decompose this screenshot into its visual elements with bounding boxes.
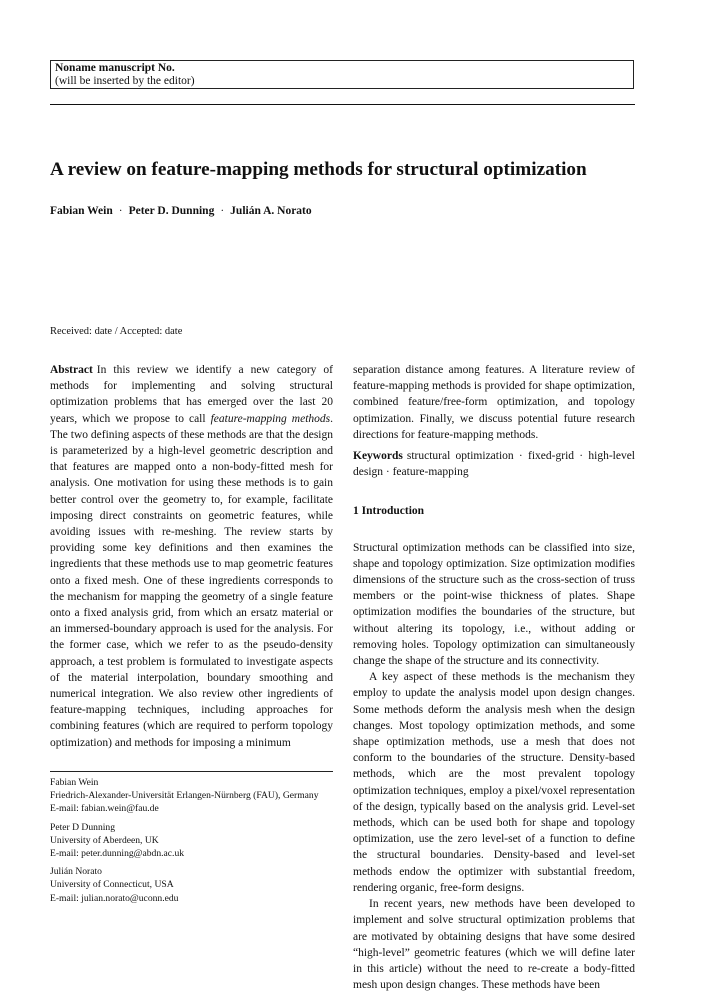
intro-paragraph: Structural optimization methods can be classified into size, shape and topology optimization. Size optimization modifies dimensions of the structure such as the cross-section of truss members or the point-wise thickness of plates. Shape optimization modifies the boundaries of the structure, but without altering its topology, i.e., without adding or removing holes. Topology optimization can simultaneously change the shape of the structure and its connectivity. [353, 541, 635, 668]
section-heading: 1 Introduction [353, 505, 425, 518]
affiliation-name: Peter D Dunning [50, 821, 116, 833]
abstract-text: In this review we identify a new category of methods for implementing and solving structural optimization problems that has emerged over the last 20 years, which we propose to call [50, 364, 333, 425]
affiliation-name: Julián Norato [50, 866, 102, 878]
affiliation-email: E-mail: julian.norato@uconn.edu [50, 892, 179, 904]
affiliation-email: E-mail: fabian.wein@fau.de [50, 803, 159, 815]
affiliation-institution: University of Aberdeen, UK [50, 834, 159, 846]
manuscript-number: Noname manuscript No. [55, 62, 175, 74]
left-column [50, 362, 333, 751]
editor-note-box [50, 60, 634, 89]
author-separator: · [118, 205, 123, 217]
abstract-continuation: separation distance among features. A literature review of feature-mapping methods is provided for shape optimization, combined feature/free-form optimization, and topology optimization. Finally, we discuss potential future research directions for feature-mapping methods. [353, 364, 635, 441]
abstract-label: Abstract [50, 364, 93, 376]
author-separator: · [220, 205, 225, 217]
affiliation-block [50, 821, 340, 861]
editor-note: (will be inserted by the editor) [55, 75, 195, 87]
abstract [50, 362, 333, 751]
author-name: Peter D. Dunning [128, 205, 215, 217]
affiliation-block [50, 776, 340, 816]
author-name: Julián A. Norato [230, 205, 312, 217]
paper-title: A review on feature-mapping methods for structural optimization [50, 159, 587, 180]
intro-paragraph: A key aspect of these methods is the mechanism they employ to update the analysis model upon design changes. Some methods deform the analysis mesh when the design changes. Most topology optimization methods, and some shape optimization methods, use a mesh that does not conform to the boundaries of the structure. Density-based methods, which are the most prevalent topology optimization techniques, employ a pixel/voxel representation of the design, typically based on the analysis grid. Level-set methods, which can be used both for shape and topology optimization, use the zero level-set of a function to define the structural boundaries. Density-based and level-set methods endow the optimizer with substantial freedom, rendering organic, free-form designs. [353, 671, 635, 894]
keywords [353, 448, 635, 480]
affiliation-institution: Friedrich-Alexander-Universität Erlangen-Nürnberg (FAU), Germany [50, 790, 319, 802]
affiliation-institution: University of Connecticut, USA [50, 879, 174, 891]
keywords-text: structural optimization · fixed-grid · high-level design · feature-mapping [353, 450, 635, 479]
received-date: Received: date / Accepted: date [50, 326, 183, 337]
affiliation-name: Fabian Wein [50, 777, 99, 788]
header-rule [50, 104, 635, 105]
affiliations [50, 776, 340, 910]
right-column [353, 362, 635, 993]
keywords-label: Keywords [353, 450, 403, 463]
intro-paragraph: In recent years, new methods have been developed to implement and solve structural optimization problems that are motivated by obtaining designs that have some desired “high-level” geometric features (which we will define later in this article) without the need to re-create a body-fitted mesh upon design changes. These methods have been [353, 898, 635, 992]
abstract-emphasis: feature-mapping methods [210, 412, 331, 425]
affiliation-email: E-mail: peter.dunning@abdn.ac.uk [50, 848, 185, 860]
footnote-rule [50, 771, 333, 772]
author-name: Fabian Wein [50, 205, 113, 217]
affiliation-block [50, 865, 340, 905]
author-list [50, 203, 312, 219]
abstract-text: . The two defining aspects of these methods are that the design is parameterized by a high-level geometric description and that features are mapped onto a non-body-fitted mesh for analysis. One motivation for using these methods is to gain better control over the geometry to, for example, facilitate imposing direct constraints on geometric features, while avoiding issues with re-meshing. The review starts by providing some key definitions and then examines the ingredients that these methods use to map geometric features onto a fixed mesh. One of these ingredients corresponds to the mechanism for mapping the geometry of a single feature onto a fixed analysis grid, from which an ersatz material or an immersed-boundary approach is used for the analysis. For the former case, which we refer to as the pseudo-density approach, a test problem is formulated to investigate aspects of the material interpolation, boundary smoothing and numerical integration. We also review other ingredients of feature-mapping techniques, including approaches for combining features (which are required to perform topology optimization) and methods for imposing a minimum [50, 412, 334, 749]
